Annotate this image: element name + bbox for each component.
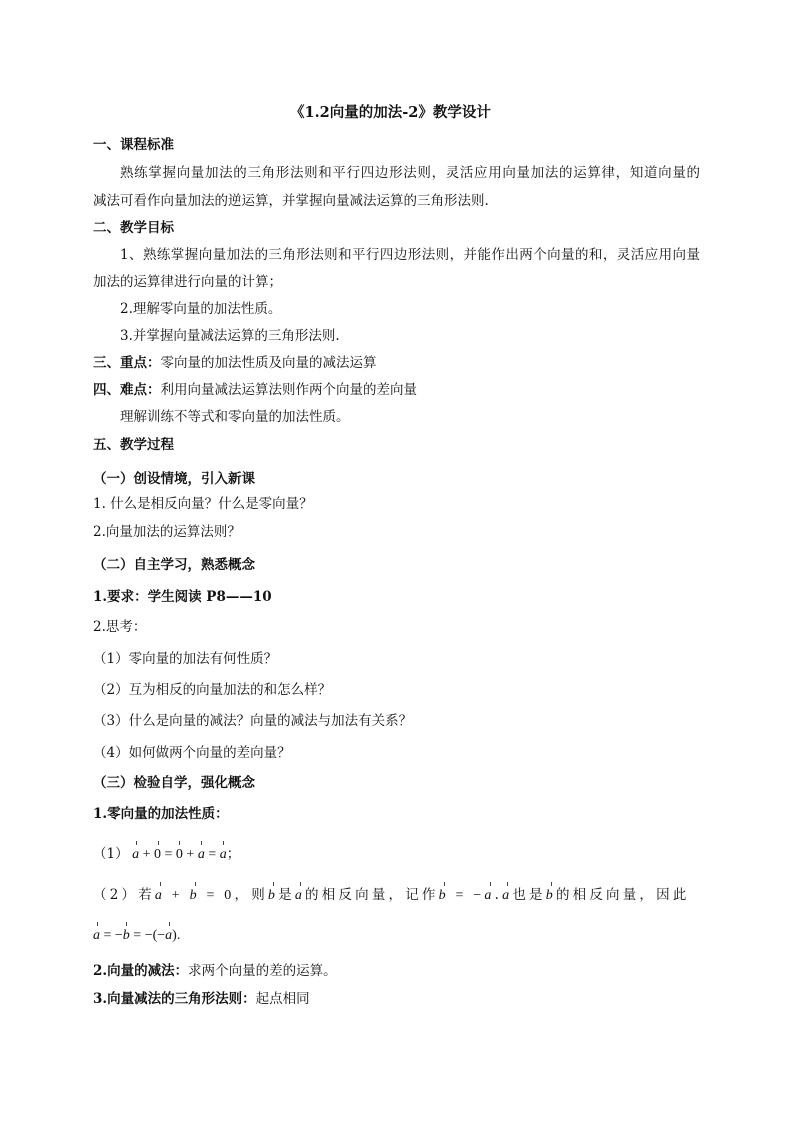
difficult-points-label: 四、难点： xyxy=(93,382,161,398)
formula-1-end: ； xyxy=(226,846,241,862)
section-1-paragraph-line-2: 减法可看作向量加法的逆运算，并掌握向量减法运算的三角形法则. xyxy=(93,193,489,209)
vector-a-symbol: a xyxy=(132,847,140,862)
equals-zero: = 0 xyxy=(199,888,235,903)
formula-3 xyxy=(93,926,180,945)
vector-subtraction-text: 求两个向量的差的运算。 xyxy=(188,963,337,979)
formula-2-opposite-2: 的相反向量，因此 xyxy=(555,887,690,903)
formula-3-end: ). xyxy=(172,928,181,943)
formula-1-prefix: （1） xyxy=(93,846,129,862)
objective-3: 3.并掌握向量减法运算的三角形法则. xyxy=(120,328,340,344)
section-2-heading: 二、教学目标 xyxy=(93,220,174,236)
vector-b-symbol: b xyxy=(122,928,130,943)
key-points-text: 零向量的加法性质及向量的减法运算 xyxy=(160,355,377,371)
objective-1-line-2: 加法的运算律进行向量的计算； xyxy=(93,274,282,290)
equals-negative: = − xyxy=(448,888,485,903)
plus-sign: + xyxy=(165,888,190,903)
formula-1 xyxy=(93,845,240,864)
difficult-points-text: 利用向量减法运算法则作两个向量的差向量 xyxy=(160,382,417,398)
vector-subtraction-label: 2.向量的减法： xyxy=(93,963,189,979)
vector-a-symbol: a xyxy=(484,888,495,903)
subtraction-triangle-rule-label: 3.向量减法的三角形法则： xyxy=(93,991,256,1007)
formula-2 xyxy=(93,886,690,905)
part-1-heading: （一）创设情境，引入新课 xyxy=(93,471,255,487)
vector-a-symbol: a xyxy=(154,888,166,903)
vector-a-symbol: a xyxy=(502,888,513,903)
formula-2-prefix: （2）若 xyxy=(93,887,155,903)
difficult-points-extra: 理解训练不等式和零向量的加法性质。 xyxy=(120,409,350,425)
part-2-heading: （二）自主学习，熟悉概念 xyxy=(93,557,255,573)
subtraction-triangle-rule xyxy=(93,990,310,1008)
vector-a-symbol: a xyxy=(197,847,205,862)
section-1-paragraph-line-1: 熟练掌握向量加法的三角形法则和平行四边形法则，灵活应用向量加法的运算律，知道向量的 xyxy=(120,165,700,181)
formula-2-then: ，则 xyxy=(234,887,268,903)
formula-2-dot: . xyxy=(494,887,503,903)
part-1-question-2: 2.向量加法的运算法则？ xyxy=(93,524,241,540)
think-question-4: （4）如何做两个向量的差向量？ xyxy=(93,745,291,761)
think-question-2: （2）互为相反的向量加法的和怎么样？ xyxy=(93,682,332,698)
part-2-requirement: 1.要求：学生阅读 P8——10 xyxy=(93,589,272,605)
objective-1-line-1: 1、熟练掌握向量加法的三角形法则和平行四边形法则，并能作出两个向量的和，灵活应用向量 xyxy=(120,247,700,263)
zero-vector-symbol: 0 xyxy=(154,847,161,862)
vector-b-symbol: b xyxy=(267,888,279,903)
objective-2: 2.理解零向量的加法性质。 xyxy=(120,301,282,317)
key-points-label: 三、重点： xyxy=(93,355,161,371)
key-points xyxy=(93,354,377,372)
formula-2-opposite: 的相反向量，记作 xyxy=(305,887,439,903)
formula-2-also: 也是 xyxy=(512,887,546,903)
zero-vector-symbol: 0 xyxy=(175,847,183,862)
vector-b-symbol: b xyxy=(189,888,200,903)
vector-a-symbol: a xyxy=(294,888,306,903)
vector-a-symbol: a xyxy=(219,847,227,862)
think-question-3: （3）什么是向量的减法？向量的减法与加法有关系？ xyxy=(93,713,413,729)
plus-sign: + xyxy=(139,847,154,862)
equals-negative-paren: = −(− xyxy=(129,928,166,943)
part-2-think-label: 2.思考： xyxy=(93,619,147,635)
vector-a-symbol: a xyxy=(165,928,173,943)
equals-sign: = xyxy=(161,847,176,862)
vector-subtraction xyxy=(93,962,337,980)
vector-b-symbol: b xyxy=(438,888,449,903)
subtraction-triangle-rule-text: 起点相同 xyxy=(255,991,310,1007)
think-question-1: （1）零向量的加法有何性质？ xyxy=(93,651,278,667)
section-5-heading: 五、教学过程 xyxy=(93,437,174,453)
difficult-points xyxy=(93,381,417,399)
vector-a-symbol: a xyxy=(93,928,100,943)
section-1-heading: 一、课程标准 xyxy=(93,137,174,153)
plus-sign: + xyxy=(182,847,198,862)
zero-vector-property-label: 1.零向量的加法性质： xyxy=(93,806,229,822)
document-title: 《1.2向量的加法-2》教学设计 xyxy=(290,104,491,121)
formula-2-is: 是 xyxy=(278,887,295,903)
vector-b-symbol: b xyxy=(545,888,556,903)
equals-negative: = − xyxy=(100,928,123,943)
part-1-question-1: 1. 什么是相反向量？什么是零向量？ xyxy=(93,496,313,512)
equals-sign: = xyxy=(204,847,220,862)
part-3-heading: （三）检验自学，强化概念 xyxy=(93,775,255,791)
